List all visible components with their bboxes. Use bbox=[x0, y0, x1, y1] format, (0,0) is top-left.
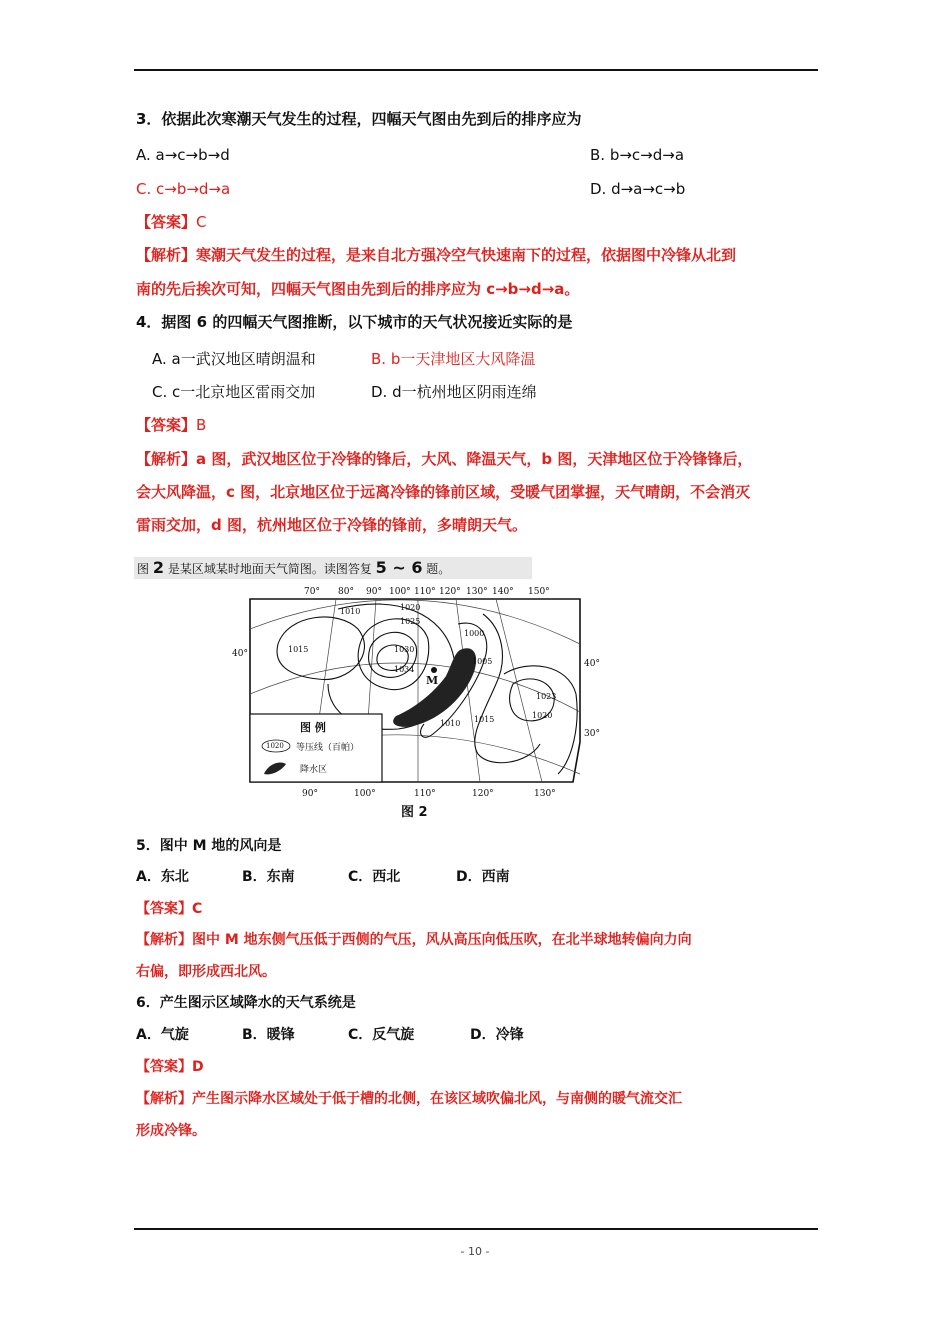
lon-label-top: 100° bbox=[389, 587, 411, 597]
answer-value: D bbox=[192, 1059, 204, 1075]
q3-answer bbox=[136, 212, 207, 232]
page-number: - 10 - bbox=[460, 1245, 490, 1258]
q6-analysis-line-1 bbox=[136, 1089, 682, 1109]
latitude-line bbox=[250, 663, 580, 712]
analysis-text: a 图，武汉地区位于冷锋的锋后，大风、降温天气，b 图，天津地区位于冷锋锋后， bbox=[196, 450, 753, 468]
intro-text: 题。 bbox=[426, 562, 451, 576]
q6-option-d: D．冷锋 bbox=[470, 1027, 524, 1043]
q5-option-c: C．西北 bbox=[348, 869, 401, 885]
intro-text: 图 bbox=[137, 562, 150, 576]
q5-analysis-line-2: 右偏，即形成西北风。 bbox=[136, 964, 276, 980]
answer-value: B bbox=[196, 416, 207, 434]
q5-answer bbox=[136, 899, 202, 919]
q3-analysis-line-2: 南的先后挨次可知，四幅天气图由先到后的排序应为 c→b→d→a。 bbox=[136, 280, 580, 298]
answer-value: C bbox=[196, 213, 207, 231]
q4-option-d: D. d一杭州地区阴雨连绵 bbox=[371, 383, 537, 401]
isobar-value: 1030 bbox=[394, 645, 415, 654]
isobar-value: 1010 bbox=[340, 607, 361, 616]
q3-option-b: B. b→c→d→a bbox=[590, 146, 685, 164]
answer-tag: 【答案】 bbox=[136, 901, 192, 917]
isobar-value: 1020 bbox=[400, 603, 421, 612]
weather-map bbox=[228, 584, 618, 806]
q3-option-c: C. c→b→d→a bbox=[136, 180, 231, 198]
intro-text: 是某区域某时地面天气简图。读图答复 bbox=[167, 562, 372, 576]
footer-rule bbox=[134, 1228, 818, 1230]
lon-label-top: 140° bbox=[492, 587, 514, 597]
lat-label: 40° bbox=[584, 659, 600, 669]
q6-stem: 6．产生图示区域降水的天气系统是 bbox=[136, 995, 356, 1011]
figure-intro bbox=[137, 558, 450, 579]
q4-analysis-line-2: 会大风降温，c 图，北京地区位于远离冷锋的锋前区域，受暖气团掌握，天气晴朗，不会消灭 bbox=[136, 483, 751, 501]
isobar-value: 1000 bbox=[464, 629, 485, 638]
q5-analysis-line-1 bbox=[136, 930, 692, 950]
q4-analysis-line-3: 雷雨交加，d 图，杭州地区位于冷锋的锋前，多晴朗天气。 bbox=[136, 516, 527, 534]
isobar-value: 1034 bbox=[394, 665, 415, 674]
q3-stem: 3．依据此次寒潮天气发生的过程，四幅天气图由先到后的排序应为 bbox=[136, 110, 582, 128]
legend-isobar-text: 等压线（百帕） bbox=[296, 743, 360, 753]
lon-label-top: 90° bbox=[366, 587, 382, 597]
isobar-value: 1025 bbox=[400, 617, 421, 626]
q4-option-b: B. b一天津地区大风降温 bbox=[371, 350, 536, 368]
legend-isobar-value: 1020 bbox=[266, 742, 284, 750]
lon-label-bottom: 110° bbox=[414, 789, 436, 799]
lon-label-top: 130° bbox=[466, 587, 488, 597]
header-rule bbox=[134, 69, 818, 71]
lon-label-bottom: 100° bbox=[354, 789, 376, 799]
isobar-value: 1010 bbox=[440, 719, 461, 728]
q5-option-a: A．东北 bbox=[136, 869, 189, 885]
analysis-tag: 【解析】 bbox=[136, 1091, 192, 1107]
q5-stem: 5．图中 M 地的风向是 bbox=[136, 838, 282, 854]
point-m bbox=[431, 667, 437, 673]
lon-label-top: 110° bbox=[414, 587, 436, 597]
analysis-text: 图中 M 地东侧气压低于西侧的气压，风从高压向低压吹，在北半球地转偏向力向 bbox=[192, 932, 692, 948]
analysis-text: 产生图示降水区域处于低于槽的北侧，在该区域吹偏北风，与南侧的暖气流交汇 bbox=[192, 1091, 682, 1107]
isobar-value: 1015 bbox=[288, 645, 309, 654]
lon-label-bottom: 130° bbox=[534, 789, 556, 799]
legend-title: 图 例 bbox=[300, 721, 326, 734]
q4-stem: 4．据图 6 的四幅天气图推断，以下城市的天气状况接近实际的是 bbox=[136, 313, 573, 331]
lat-label: 40° bbox=[232, 649, 248, 659]
isobar-value: 1015 bbox=[474, 715, 495, 724]
q3-analysis-line-1 bbox=[136, 245, 736, 265]
isobar-value: 1020 bbox=[532, 711, 553, 720]
answer-value: C bbox=[192, 901, 203, 917]
intro-question-range: 5 ~ 6 bbox=[375, 558, 423, 577]
q3-option-a: A. a→c→b→d bbox=[136, 146, 230, 164]
figure-caption: 图 2 bbox=[401, 805, 428, 820]
lon-label-bottom: 90° bbox=[302, 789, 318, 799]
answer-tag: 【答案】 bbox=[136, 213, 197, 231]
lon-label-top: 150° bbox=[528, 587, 550, 597]
q3-option-d: D. d→a→c→b bbox=[590, 180, 686, 198]
q6-option-a: A．气旋 bbox=[136, 1027, 189, 1043]
analysis-tag: 【解析】 bbox=[136, 450, 197, 468]
answer-tag: 【答案】 bbox=[136, 416, 197, 434]
analysis-text: 寒潮天气发生的过程，是来自北方强冷空气快速南下的过程，依据图中冷锋从北到 bbox=[196, 246, 737, 264]
q6-option-b: B．暖锋 bbox=[242, 1027, 295, 1043]
legend-rain-text: 降水区 bbox=[300, 765, 328, 775]
isobar-value: 1005 bbox=[472, 657, 493, 666]
q4-analysis-line-1 bbox=[136, 449, 752, 469]
q4-option-c: C. c一北京地区雷雨交加 bbox=[152, 383, 316, 401]
lat-label: 30° bbox=[584, 729, 600, 739]
lon-label-top: 80° bbox=[338, 587, 354, 597]
q6-answer bbox=[136, 1057, 204, 1077]
lon-label-bottom: 120° bbox=[472, 789, 494, 799]
analysis-tag: 【解析】 bbox=[136, 246, 197, 264]
lon-label-top: 120° bbox=[439, 587, 461, 597]
q6-option-c: C．反气旋 bbox=[348, 1027, 415, 1043]
point-m-label: M bbox=[426, 674, 439, 687]
q6-analysis-line-2: 形成冷锋。 bbox=[136, 1123, 206, 1139]
q5-option-b: B．东南 bbox=[242, 869, 295, 885]
q5-option-d: D．西南 bbox=[456, 869, 510, 885]
isobar-value: 1023 bbox=[536, 692, 557, 701]
intro-figure-number: 2 bbox=[152, 558, 164, 577]
q4-answer bbox=[136, 415, 206, 435]
lon-label-top: 70° bbox=[304, 587, 320, 597]
analysis-tag: 【解析】 bbox=[136, 932, 192, 948]
answer-tag: 【答案】 bbox=[136, 1059, 192, 1075]
q4-option-a: A. a一武汉地区晴朗温和 bbox=[152, 350, 316, 368]
